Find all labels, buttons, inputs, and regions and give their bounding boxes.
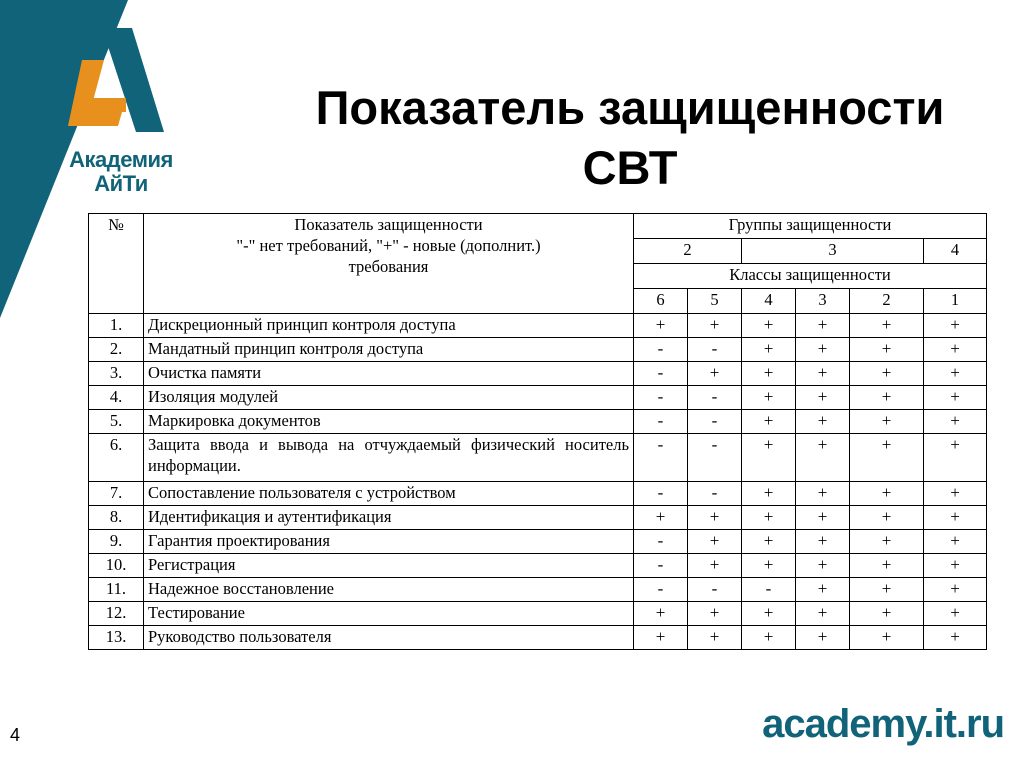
row-value-cell: + bbox=[742, 434, 796, 482]
row-value-cell: + bbox=[742, 626, 796, 650]
logo-text-line1: Академия bbox=[69, 147, 173, 172]
row-value-cell: - bbox=[688, 482, 742, 506]
row-value-cell: - bbox=[688, 386, 742, 410]
header-indicator bbox=[144, 214, 634, 314]
row-value-cell: + bbox=[850, 338, 924, 362]
row-value-cell: - bbox=[634, 338, 688, 362]
row-value-cell: - bbox=[634, 530, 688, 554]
row-value-cell: - bbox=[634, 434, 688, 482]
row-value-cell: + bbox=[924, 362, 987, 386]
row-value-cell: + bbox=[850, 434, 924, 482]
table-row bbox=[89, 554, 987, 578]
header-class: 2 bbox=[850, 289, 924, 314]
row-indicator-name: Руководство пользователя bbox=[144, 626, 634, 650]
row-value-cell: - bbox=[688, 434, 742, 482]
row-value-cell: - bbox=[634, 578, 688, 602]
row-value-cell: + bbox=[850, 626, 924, 650]
header-class: 6 bbox=[634, 289, 688, 314]
row-indicator-name: Идентификация и аутентификация bbox=[144, 506, 634, 530]
row-value-cell: + bbox=[796, 434, 850, 482]
row-value-cell: + bbox=[796, 506, 850, 530]
header-group-3: 3 bbox=[742, 239, 924, 264]
header-class: 3 bbox=[796, 289, 850, 314]
row-value-cell: + bbox=[796, 386, 850, 410]
title-line1: Показатель защищенности bbox=[315, 81, 945, 134]
row-value-cell: + bbox=[742, 482, 796, 506]
row-indicator-name: Защита ввода и вывода на отчуждаемый физический носитель информации. bbox=[144, 434, 634, 482]
table-row bbox=[89, 434, 987, 482]
row-value-cell: + bbox=[924, 626, 987, 650]
row-number: 1. bbox=[89, 314, 144, 338]
row-value-cell: + bbox=[924, 386, 987, 410]
row-value-cell: + bbox=[742, 506, 796, 530]
row-value-cell: + bbox=[688, 506, 742, 530]
header-indicator-line3: требования bbox=[348, 257, 429, 276]
row-value-cell: + bbox=[796, 578, 850, 602]
row-value-cell: + bbox=[924, 482, 987, 506]
row-value-cell: + bbox=[796, 554, 850, 578]
header-indicator-line1: Показатель защищенности bbox=[294, 215, 483, 234]
row-value-cell: + bbox=[924, 578, 987, 602]
row-number: 8. bbox=[89, 506, 144, 530]
row-value-cell: + bbox=[742, 410, 796, 434]
logo-text bbox=[66, 148, 176, 196]
row-value-cell: + bbox=[688, 314, 742, 338]
row-number: 12. bbox=[89, 602, 144, 626]
table-row bbox=[89, 482, 987, 506]
row-value-cell: + bbox=[850, 506, 924, 530]
row-value-cell: + bbox=[924, 554, 987, 578]
row-value-cell: + bbox=[850, 554, 924, 578]
row-value-cell: + bbox=[796, 530, 850, 554]
row-value-cell: - bbox=[634, 482, 688, 506]
table-row bbox=[89, 578, 987, 602]
row-value-cell: - bbox=[634, 554, 688, 578]
row-value-cell: + bbox=[924, 506, 987, 530]
row-value-cell: + bbox=[688, 362, 742, 386]
row-indicator-name: Гарантия проектирования bbox=[144, 530, 634, 554]
header-groups-title: Группы защищенности bbox=[634, 214, 987, 239]
row-value-cell: - bbox=[688, 410, 742, 434]
row-number: 7. bbox=[89, 482, 144, 506]
row-indicator-name: Тестирование bbox=[144, 602, 634, 626]
row-indicator-name: Надежное восстановление bbox=[144, 578, 634, 602]
row-value-cell: + bbox=[742, 554, 796, 578]
row-number: 3. bbox=[89, 362, 144, 386]
row-value-cell: + bbox=[924, 530, 987, 554]
row-number: 4. bbox=[89, 386, 144, 410]
row-value-cell: + bbox=[634, 626, 688, 650]
header-class: 4 bbox=[742, 289, 796, 314]
row-value-cell: - bbox=[634, 410, 688, 434]
row-value-cell: + bbox=[634, 602, 688, 626]
row-value-cell: + bbox=[634, 314, 688, 338]
row-number: 11. bbox=[89, 578, 144, 602]
protection-table bbox=[88, 213, 987, 650]
page-number: 4 bbox=[10, 725, 21, 745]
row-number: 13. bbox=[89, 626, 144, 650]
row-number: 6. bbox=[89, 434, 144, 482]
row-value-cell: - bbox=[688, 578, 742, 602]
row-value-cell: + bbox=[796, 602, 850, 626]
row-value-cell: + bbox=[796, 362, 850, 386]
logo-text-line2: АйТи bbox=[94, 171, 148, 196]
header-group-4: 4 bbox=[924, 239, 987, 264]
row-value-cell: + bbox=[850, 386, 924, 410]
row-value-cell: - bbox=[634, 386, 688, 410]
row-indicator-name: Сопоставление пользователя с устройством bbox=[144, 482, 634, 506]
row-number: 9. bbox=[89, 530, 144, 554]
row-value-cell: + bbox=[924, 602, 987, 626]
row-indicator-name: Очистка памяти bbox=[144, 362, 634, 386]
row-indicator-name: Изоляция модулей bbox=[144, 386, 634, 410]
row-value-cell: + bbox=[924, 314, 987, 338]
table-row bbox=[89, 602, 987, 626]
table-row bbox=[89, 626, 987, 650]
row-value-cell: + bbox=[796, 314, 850, 338]
table-row bbox=[89, 410, 987, 434]
row-value-cell: + bbox=[796, 482, 850, 506]
row-value-cell: + bbox=[850, 578, 924, 602]
row-value-cell: + bbox=[742, 314, 796, 338]
table-row bbox=[89, 362, 987, 386]
title-line2: СВТ bbox=[582, 141, 678, 194]
table-row bbox=[89, 386, 987, 410]
row-value-cell: - bbox=[742, 578, 796, 602]
row-value-cell: - bbox=[634, 362, 688, 386]
row-value-cell: + bbox=[796, 410, 850, 434]
row-value-cell: + bbox=[850, 602, 924, 626]
row-value-cell: - bbox=[688, 338, 742, 362]
row-number: 5. bbox=[89, 410, 144, 434]
row-value-cell: + bbox=[742, 386, 796, 410]
row-number: 2. bbox=[89, 338, 144, 362]
table-row bbox=[89, 314, 987, 338]
row-value-cell: + bbox=[850, 410, 924, 434]
row-indicator-name: Регистрация bbox=[144, 554, 634, 578]
row-value-cell: + bbox=[796, 338, 850, 362]
row-indicator-name: Маркировка документов bbox=[144, 410, 634, 434]
row-value-cell: + bbox=[634, 506, 688, 530]
row-number: 10. bbox=[89, 554, 144, 578]
header-num: № bbox=[89, 214, 144, 314]
row-value-cell: + bbox=[924, 410, 987, 434]
header-class: 1 bbox=[924, 289, 987, 314]
row-value-cell: + bbox=[688, 554, 742, 578]
site-url: academy.it.ru bbox=[762, 702, 1004, 746]
row-value-cell: + bbox=[742, 338, 796, 362]
row-value-cell: + bbox=[742, 530, 796, 554]
row-value-cell: + bbox=[742, 602, 796, 626]
row-value-cell: + bbox=[742, 362, 796, 386]
row-value-cell: + bbox=[688, 530, 742, 554]
table-row bbox=[89, 530, 987, 554]
row-value-cell: + bbox=[850, 314, 924, 338]
row-value-cell: + bbox=[850, 482, 924, 506]
table-row bbox=[89, 338, 987, 362]
page-title bbox=[260, 78, 1000, 198]
row-indicator-name: Мандатный принцип контроля доступа bbox=[144, 338, 634, 362]
table-row bbox=[89, 506, 987, 530]
row-value-cell: + bbox=[796, 626, 850, 650]
row-value-cell: + bbox=[688, 626, 742, 650]
row-value-cell: + bbox=[688, 602, 742, 626]
header-class: 5 bbox=[688, 289, 742, 314]
header-classes-title: Классы защищенности bbox=[634, 264, 987, 289]
row-value-cell: + bbox=[924, 434, 987, 482]
row-value-cell: + bbox=[850, 362, 924, 386]
row-value-cell: + bbox=[850, 530, 924, 554]
row-indicator-name: Дискреционный принцип контроля доступа bbox=[144, 314, 634, 338]
header-indicator-line2: "-" нет требований, "+" - новые (дополнит.) bbox=[236, 236, 541, 255]
row-value-cell: + bbox=[924, 338, 987, 362]
header-group-2: 2 bbox=[634, 239, 742, 264]
